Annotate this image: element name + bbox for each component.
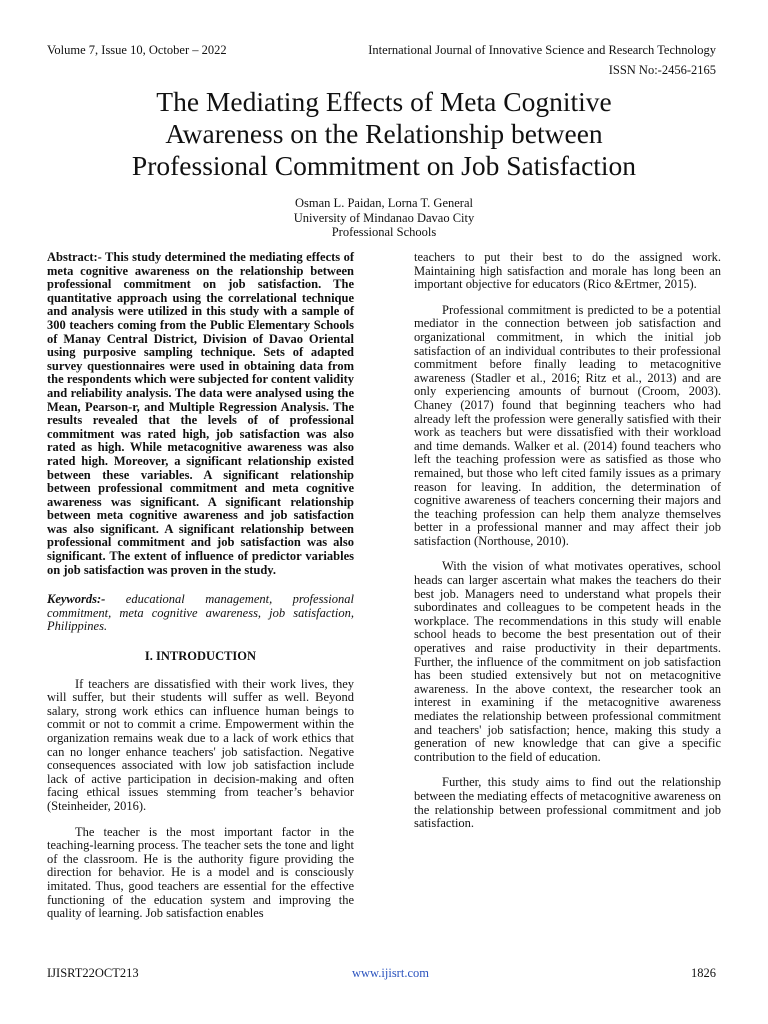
author-school: Professional Schools [331,225,437,239]
left-column [47,251,354,933]
body-paragraph: If teachers are dissatisfied with their work lives, they will suffer, but their students will suffer as well. Beyond salary, strong work ethics can influence human beings to commit or not to commit a crime. Empowerment within the organization remains weak due to a lack of work ethics that can no longer enhance teachers' job satisfaction. Negative consequences associated with low job satisfaction include lack of active participation in decision-making and often facing ethical issues stemming from teacher’s behavior (Steinheider, 2016). [47,676,354,813]
body-paragraph: With the vision of what motivates operatives, school heads can larger ascertain what makes the teachers do their best job. Managers need to understand what propels their subordinates and colleagues to be competent heads in the workplace. The recommendations in this study will enable school heads to become the best presentation out of their operatives and raise productivity in their departments. Further, the influence of the commitment on job satisfaction has been studied extensively but not on metacognitive awareness. In the above context, the researcher took an interest in examining if the metacognitive awareness mediates the relationship between professional commitment and teachers' job satisfaction; hence, making this study a generation of new knowledge that can give a specific contribution to the field of education. [414,559,721,764]
body-paragraph: Further, this study aims to find out the relationship between the mediating effects of metacognitive awareness on the relationship between professional commitment and job satisfaction. [414,775,721,831]
header-issn: ISSN No:-2456-2165 [608,63,716,77]
paper-title [40,86,728,182]
header-volume: Volume 7, Issue 10, October – 2022 [47,43,227,57]
title-line: The Mediating Effects of Meta Cognitive [156,86,612,117]
footer-paper-id: IJISRT22OCT213 [47,966,139,980]
title-line: Professional Commitment on Job Satisfaction [131,150,637,181]
keywords-label: Keywords:- [47,592,106,607]
footer-page-number: 1826 [691,966,716,980]
section-heading: I. INTRODUCTION [144,649,257,664]
title-line: Awareness on the Relationship between [165,118,603,149]
author-names: Osman L. Paidan, Lorna T. General [295,196,473,210]
abstract: Abstract:- This study determined the mediating effects of meta cognitive awareness on the relationship between professional commitment on job satisfaction. The quantitative approach using the correlational technique and analysis were utilized in this study with a sample of 300 teachers coming from the Public Elementary Schools of Manay Central District, Division of Davao Oriental using purposive sampling technique. Sets of adapted survey questionnaires were used in obtaining data from the respondents which were subjected for content validity and reliability analysis. The data were analysed using the Mean, Pearson-r, and Multiple Regression Analysis. The results revealed that the levels of of professional commitment was rated high, job satisfaction was also rated as high. While metacognitive awareness was also rated high. Moreover, a significant relationship existed between these variables. A significant relationship between professional commitment and meta cognitive awareness was significant. A significant relationship between meta cognitive awareness and job satisfaction was also significant. A significant relationship between professional commitment and job satisfaction was also significant. The extent of influence of predictor variables on job satisfaction was proven in the study. [47,250,354,577]
body-paragraph-continuation: teachers to put their best to do the assigned work. Maintaining high satisfaction and morale has long been an important objective for educators (Rico &Ertmer, 2015). [414,250,721,292]
keywords-text: educational management, professional commitment, meta cognitive awareness, job satisfaction, Philippines. [47,592,354,634]
footer-website-link[interactable]: www.ijisrt.com [352,966,429,980]
author-block [0,196,768,240]
body-paragraph: The teacher is the most important factor in the teaching-learning process. The teacher sets the tone and light of the classroom. He is the authority figure providing the direction for behavior. He is a model and is consciously imitated. Thus, good teachers are essential for the effective functioning of the education system and improving the quality of learning. Job satisfaction enables [47,824,354,921]
header-journal: International Journal of Innovative Science and Research Technology [368,43,716,57]
right-column [414,251,721,843]
author-affiliation: University of Mindanao Davao City [293,210,475,225]
keywords [47,593,354,634]
body-paragraph: Professional commitment is predicted to be a potential mediator in the connection between job satisfaction and organizational commitment, in which the initial job satisfaction of an individual contributes to their professional commitment before finally leading to metacognitive awareness (Stadler et al., 2016; Ritz et al., 2013) and are only experiencing amounts of burnout (Croom, 2003). Chaney (2017) found that beginning teachers who had already left the profession were generally satisfied with their work as teachers but were dissatisfied with their workload and time demands. Walker et al. (2014) found teachers who left the teaching profession were as satisfied as those who remained, but those who left cited family issues as a primary reason for leaving. In addition, the determination of cognitive awareness of teachers concerning their majors and the teaching profession can help them analyze themselves better in a professional manner and may affect their job satisfaction (Northouse, 2010). [414,302,721,548]
